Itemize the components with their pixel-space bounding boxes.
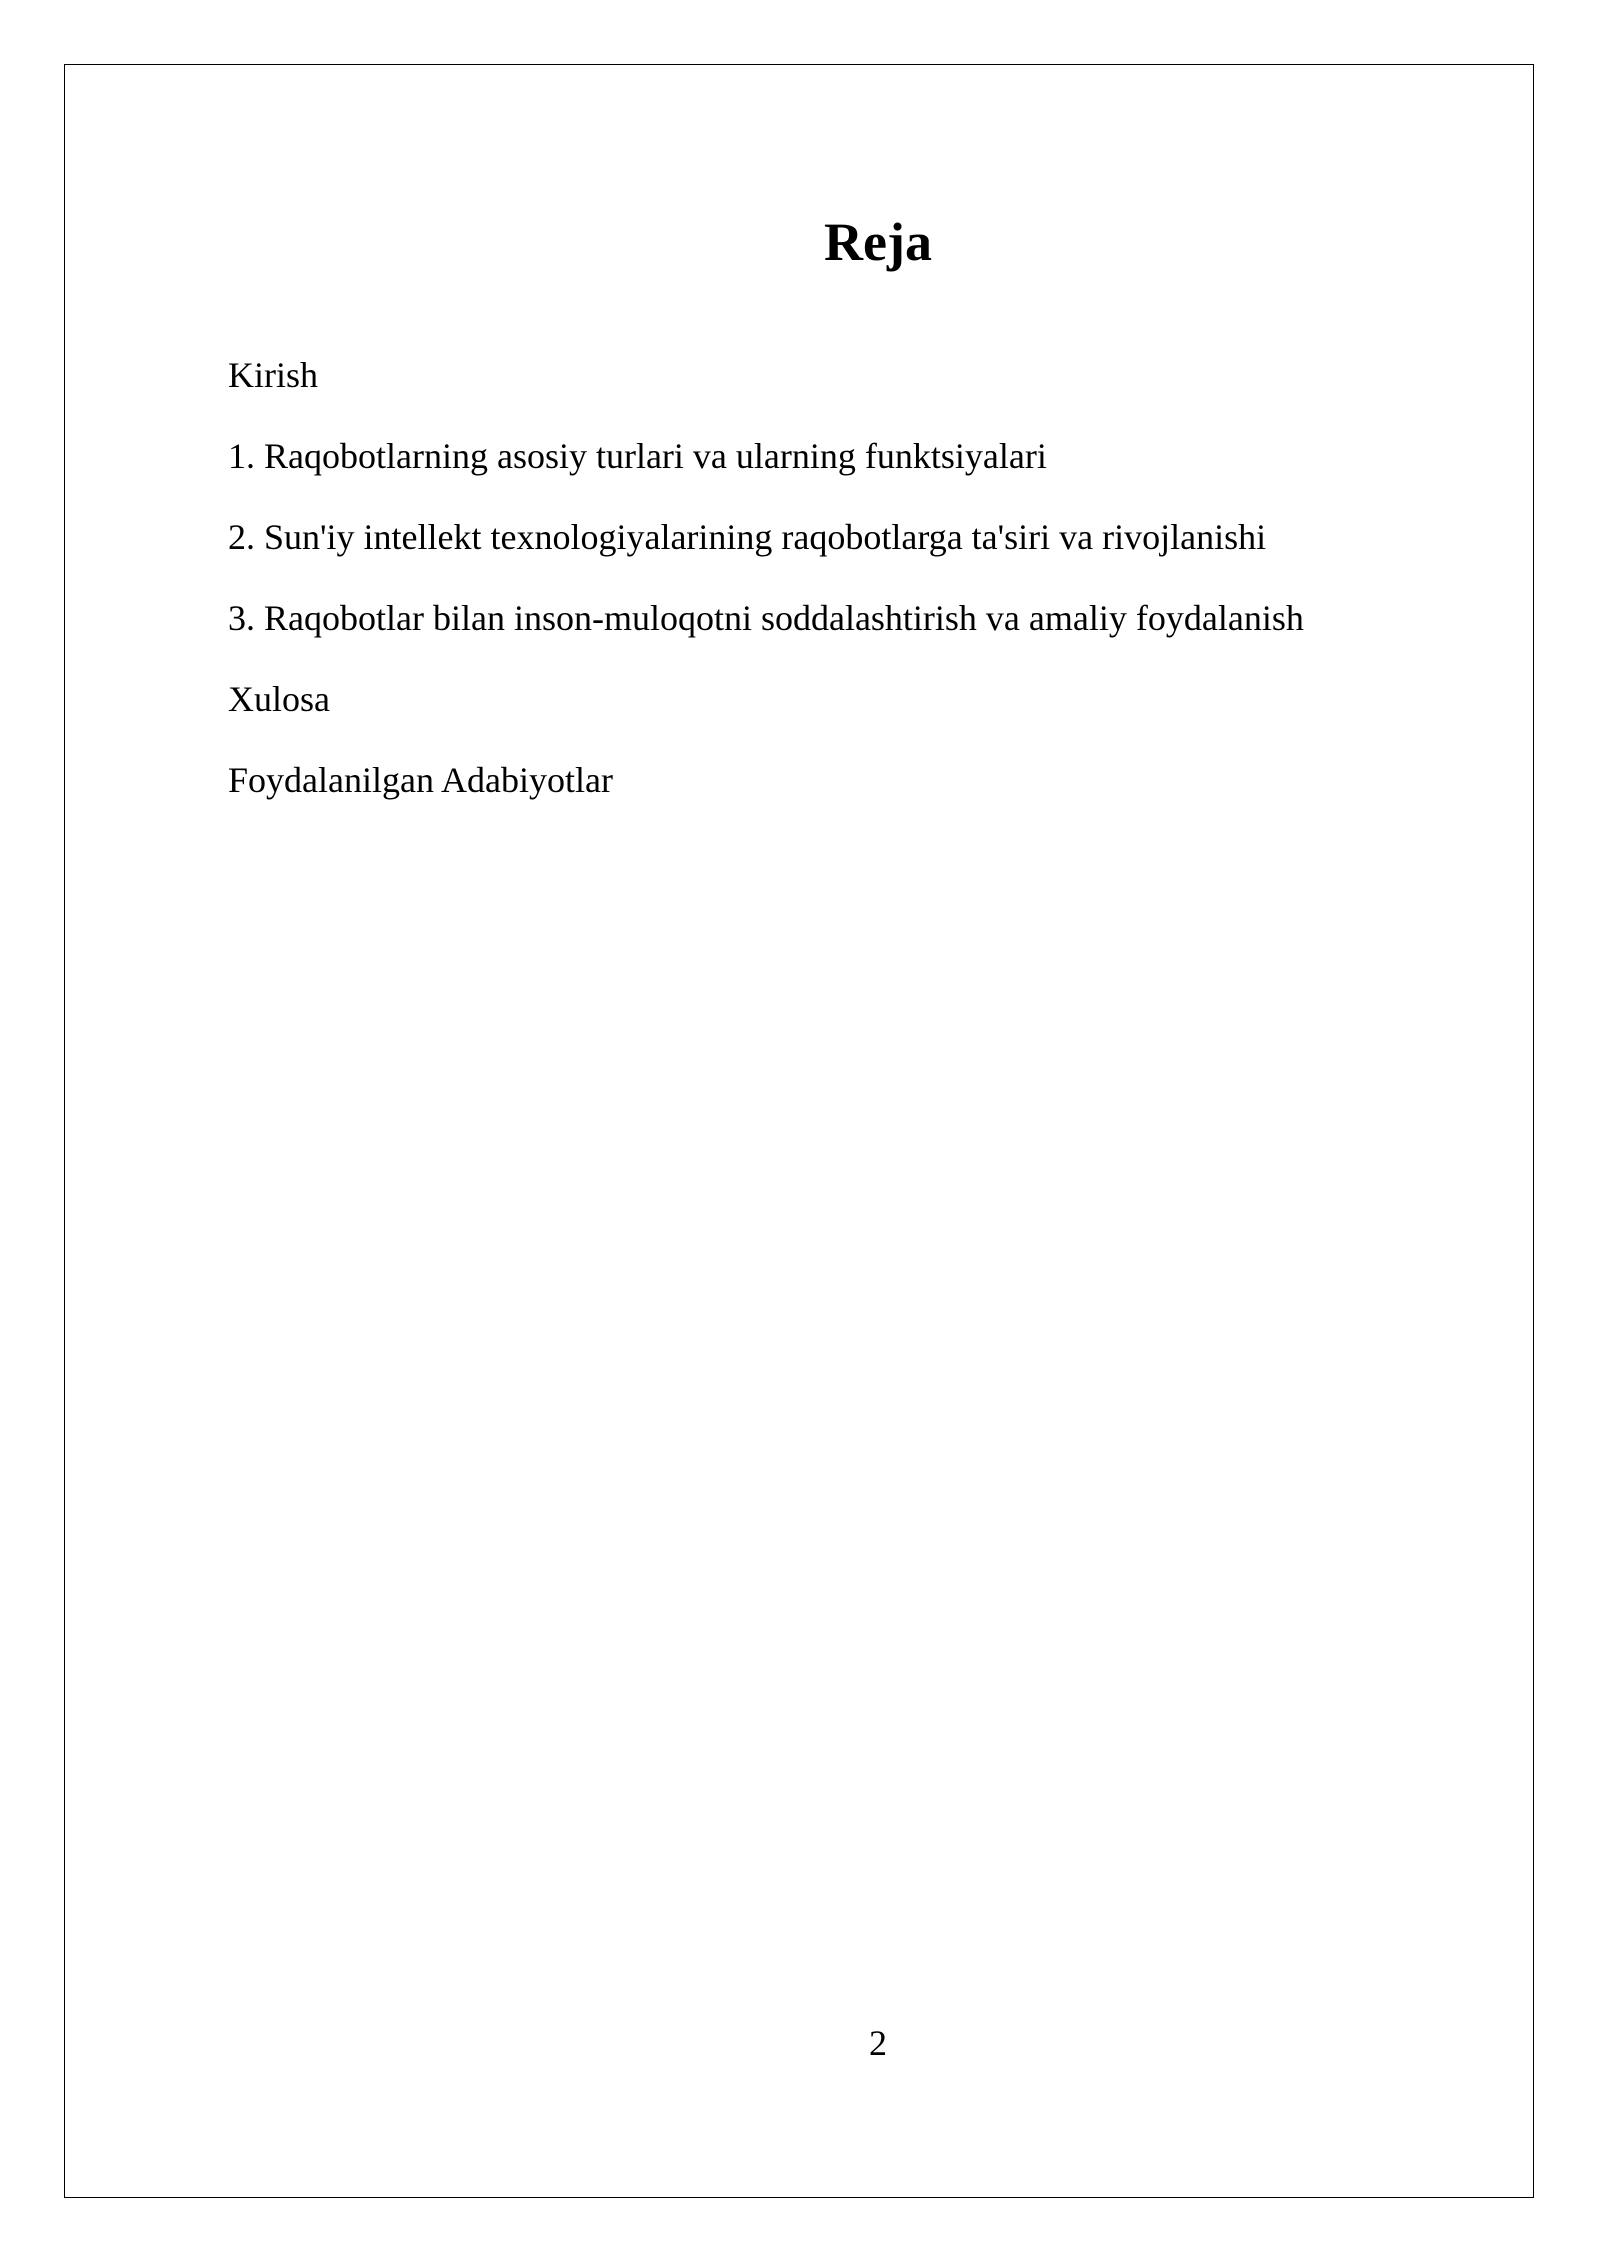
page-title: Reja — [824, 212, 932, 272]
plan-item-conclusion: Xulosa — [228, 679, 330, 719]
plan-item-references: Foydalanilgan Adabiyotlar — [228, 760, 613, 800]
plan-item-3: 3. Raqobotlar bilan inson-muloqotni soddalashtirish va amaliy foydalanish — [228, 598, 1304, 638]
page-number: 2 — [869, 2023, 887, 2063]
plan-item-1: 1. Raqobotlarning asosiy turlari va ularning funktsiyalari — [228, 436, 1047, 476]
plan-list — [228, 355, 1304, 841]
page-border — [64, 64, 1534, 2198]
plan-item-2: 2. Sun'iy intellekt texnologiyalarining raqobotlarga ta'siri va rivojlanishi — [228, 517, 1267, 557]
plan-item-introduction: Kirish — [228, 355, 318, 395]
